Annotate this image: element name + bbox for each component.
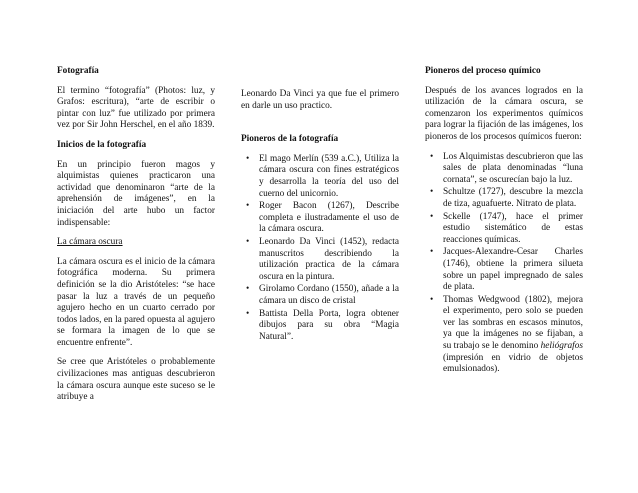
paragraph-inicios: En un principio fueron magos y alquimistas quienes practicaron una actividad que denominaron “arte de la aprehensión de imágenes”, en la iniciación del arte hubo un factor indispensable:	[57, 159, 215, 228]
column-3	[425, 66, 583, 377]
list-item: • Los Alquimistas descubrieron que las sales de plata denominadas “luna cornata”, se oscurecían bajo la luz.	[425, 152, 583, 187]
column-2	[241, 66, 399, 344]
list-item: • El mago Merlín (539 a.C.), Utiliza la cámara oscura con fines estratégicos y desarrolla la teoría del uso del cuerno del unicornio.	[241, 154, 399, 200]
list-item: • Schultze (1727), descubre la mezcla de tiza, aguafuerte. Nitrato de plata.	[425, 187, 583, 210]
paragraph-fotografia: El termino “fotografía” (Photos: luz, y Grafos: escritura), “arte de escribir o pintar con luz” fue utilizado por primera vez por Sir John Herschel, en el año 1839.	[57, 85, 215, 131]
heading-inicios: Inicios de la fotografía	[57, 139, 147, 150]
heliografos-term: heliógrafos	[540, 341, 583, 352]
column-1	[57, 66, 215, 404]
paragraph-proceso-intro: Después de los avances logrados en la utilización de la cámara oscura, se comenzaron los experimentos químicos para lograr la fijación de las imágenes, los pioneros de los procesos químicos fueron:	[425, 85, 583, 142]
paragraph-aristoteles: Se cree que Aristóteles o probablemente civilizaciones mas antiguas descubrieron la cámara oscura aunque este suceso se le atribuye a	[57, 357, 215, 403]
pioneros-fotografia-list	[241, 154, 399, 344]
paragraph-camara-oscura: La cámara oscura es el inicio de la cámara fotográfica moderna. Su primera definición se la dio Aristóteles: “se hace pasar la luz a través de un pequeño agujero hecho en un cuarto cerrado por todos lados, en la pared opuesta al agujero se formara la imagen de lo que se encuentre enfrente”.	[57, 256, 215, 348]
list-item: • Roger Bacon (1267), Describe completa e ilustradamente el uso de la cámara oscura.	[241, 201, 399, 236]
wedgwood-text-end: (impresión en vidrio de objetos emulsionados).	[443, 352, 583, 375]
heading-pioneros-fotografia: Pioneros de la fotografía	[241, 134, 339, 145]
list-item: • Jacques-Alexandre-Cesar Charles (1746), obtiene la primera silueta sobre un papel impregnado de sales de plata.	[425, 247, 583, 293]
pioneros-quimico-list	[425, 152, 583, 376]
list-item: • Leonardo Da Vinci (1452), redacta manuscritos describiendo la utilización practica de la cámara oscura en la pintura.	[241, 237, 399, 283]
wedgwood-text: Thomas Wedgwood (1802), mejora el experimento, pero solo se pueden ver las sombras en escasos minutos, ya que la imágenes no se fijaban, a su trabajo se le denomino	[443, 294, 583, 352]
heading-camara-oscura: La cámara oscura	[57, 237, 123, 248]
paragraph-continued: Leonardo Da Vinci ya que fue el primero en darle un uso practico.	[241, 89, 399, 111]
heading-fotografia: Fotografía	[57, 66, 99, 76]
list-item: • Battista Della Porta, logra obtener dibujos para su obra “Magia Natural”.	[241, 309, 399, 344]
list-item: • Girolamo Cordano (1550), añade a la cámara un disco de cristal	[241, 284, 399, 307]
heading-proceso-quimico: Pioneros del proceso químico	[425, 66, 541, 76]
list-item: • Sckelle (1747), hace el primer estudio sistemático de estas reacciones químicas.	[425, 212, 583, 247]
list-item-wedgwood	[425, 295, 583, 376]
